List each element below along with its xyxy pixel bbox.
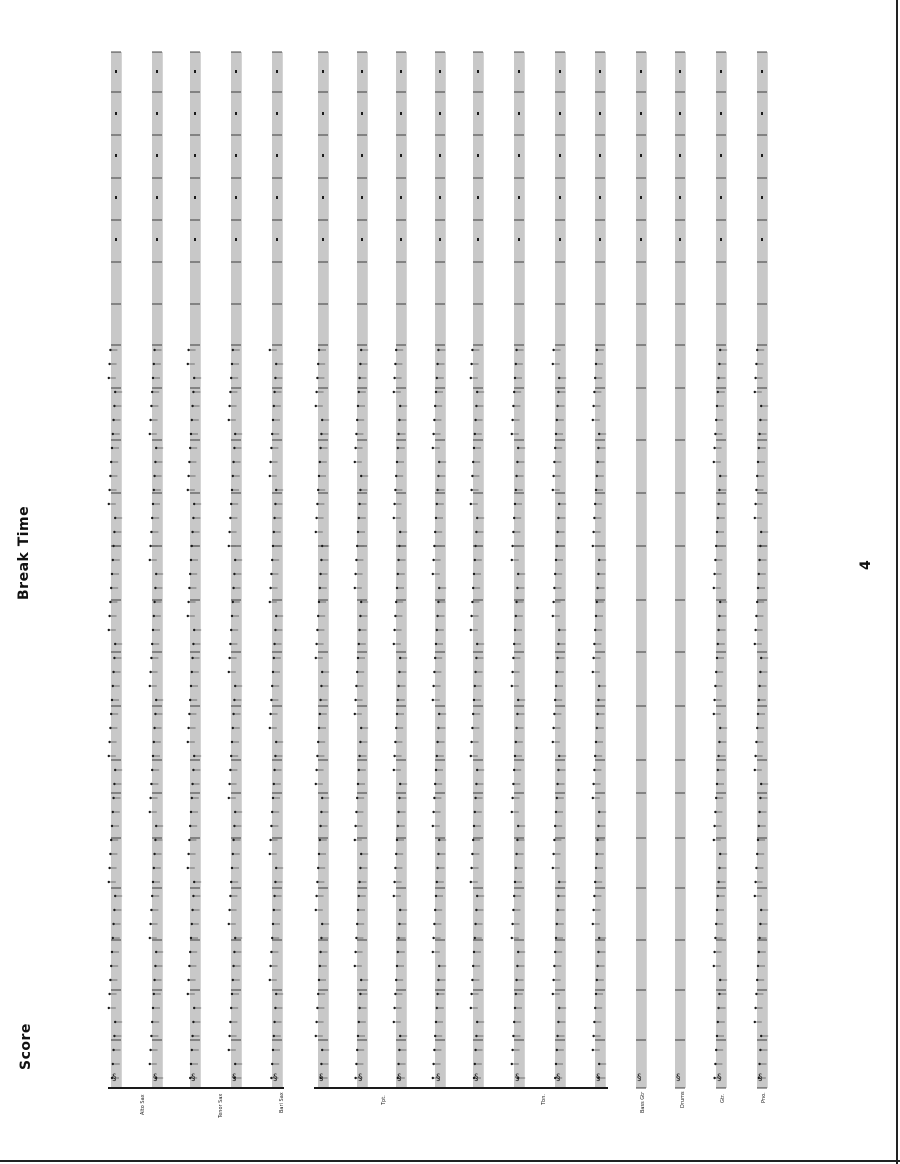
measure-rest — [361, 70, 363, 73]
measure-rest — [400, 196, 402, 199]
measure-rest — [559, 70, 561, 73]
measure-rest — [477, 154, 479, 157]
measure-rest — [599, 154, 601, 157]
measure-rest — [761, 238, 763, 241]
measure-rest — [559, 196, 561, 199]
instrument-label-alto-sax: Alto Sax — [140, 1094, 146, 1115]
measure-rest — [640, 112, 642, 115]
measure-rest — [156, 70, 158, 73]
measure-rest — [361, 196, 363, 199]
page-edge-right — [896, 0, 898, 1164]
measure-rest — [276, 238, 278, 241]
measure-rest — [235, 238, 237, 241]
measure-rest — [322, 112, 324, 115]
staff-band — [473, 52, 484, 1088]
measure-rest — [761, 70, 763, 73]
clef-glyph: § — [397, 1073, 402, 1083]
measure-rest — [156, 112, 158, 115]
staff-band — [555, 52, 566, 1088]
measure-rest — [679, 196, 681, 199]
measure-rest — [679, 238, 681, 241]
measure-rest — [599, 196, 601, 199]
measure-rest — [194, 70, 196, 73]
measure-rest — [559, 238, 561, 241]
measure-rest — [235, 196, 237, 199]
staff-band — [190, 52, 201, 1088]
measure-rest — [559, 112, 561, 115]
measure-rest — [518, 238, 520, 241]
measure-rest — [322, 70, 324, 73]
clef-glyph: § — [153, 1073, 158, 1083]
measure-rest — [115, 238, 117, 241]
clef-glyph: § — [676, 1073, 681, 1083]
measure-rest — [115, 154, 117, 157]
instrument-label-trumpet: Tpt. — [381, 1095, 387, 1105]
measure-rest — [322, 238, 324, 241]
page-number: 4 — [858, 560, 874, 570]
staff-band — [396, 52, 407, 1088]
measure-rest — [720, 112, 722, 115]
measure-rest — [235, 154, 237, 157]
measure-rest — [276, 154, 278, 157]
measure-rest — [477, 70, 479, 73]
measure-rest — [599, 112, 601, 115]
measure-rest — [720, 238, 722, 241]
staff-band — [111, 52, 122, 1088]
measure-rest — [156, 196, 158, 199]
measure-rest — [720, 154, 722, 157]
measure-rest — [518, 70, 520, 73]
measure-rest — [439, 154, 441, 157]
measure-rest — [761, 154, 763, 157]
measure-rest — [477, 196, 479, 199]
measure-rest — [276, 112, 278, 115]
clef-glyph: § — [596, 1073, 601, 1083]
measure-rest — [194, 112, 196, 115]
clef-glyph: § — [515, 1073, 520, 1083]
measure-rest — [194, 238, 196, 241]
clef-glyph: § — [436, 1073, 441, 1083]
staff-band — [716, 52, 727, 1088]
measure-rest — [194, 154, 196, 157]
staff-band — [152, 52, 163, 1088]
staff-band — [757, 52, 768, 1088]
measure-rest — [156, 154, 158, 157]
measure-rest — [720, 70, 722, 73]
staff-band — [675, 52, 686, 1088]
measure-rest — [518, 112, 520, 115]
instrument-label-drums: Drums — [680, 1091, 686, 1108]
measure-rest — [518, 196, 520, 199]
measure-rest — [322, 196, 324, 199]
clef-glyph: § — [717, 1073, 722, 1083]
measure-rest — [761, 112, 763, 115]
measure-rest — [640, 70, 642, 73]
measure-rest — [761, 196, 763, 199]
measure-rest — [115, 112, 117, 115]
measure-rest — [518, 154, 520, 157]
measure-rest — [477, 112, 479, 115]
staff-band — [514, 52, 525, 1088]
measure-rest — [679, 70, 681, 73]
page-edge-bottom — [0, 1160, 900, 1162]
instrument-label-piano: Pno. — [761, 1092, 767, 1103]
clef-glyph: § — [474, 1073, 479, 1083]
measure-rest — [194, 196, 196, 199]
measure-rest — [439, 70, 441, 73]
measure-rest — [640, 154, 642, 157]
clef-glyph: § — [637, 1073, 642, 1083]
instrument-label-bari-sax: Bari Sax — [279, 1092, 285, 1113]
measure-rest — [276, 70, 278, 73]
measure-rest — [322, 154, 324, 157]
score-label: Score — [18, 1023, 34, 1070]
measure-rest — [361, 238, 363, 241]
measure-rest — [439, 112, 441, 115]
clef-glyph: § — [112, 1073, 117, 1083]
measure-rest — [599, 70, 601, 73]
clef-glyph: § — [758, 1073, 763, 1083]
measure-rest — [640, 238, 642, 241]
measure-rest — [361, 112, 363, 115]
clef-glyph: § — [273, 1073, 278, 1083]
measure-rest — [559, 154, 561, 157]
measure-rest — [400, 70, 402, 73]
clef-glyph: § — [358, 1073, 363, 1083]
clef-glyph: § — [556, 1073, 561, 1083]
instrument-label-bass-guitar: Bass Gtr — [640, 1091, 646, 1113]
clef-glyph: § — [319, 1073, 324, 1083]
measure-rest — [720, 196, 722, 199]
measure-rest — [361, 154, 363, 157]
measure-rest — [276, 196, 278, 199]
staff-band — [318, 52, 329, 1088]
measure-rest — [400, 112, 402, 115]
measure-rest — [235, 70, 237, 73]
measure-rest — [439, 196, 441, 199]
measure-rest — [477, 238, 479, 241]
measure-rest — [439, 238, 441, 241]
clef-glyph: § — [191, 1073, 196, 1083]
measure-rest — [400, 154, 402, 157]
piece-title: Break Time — [16, 505, 32, 600]
instrument-label-tenor-sax: Tenor Sax — [218, 1093, 224, 1118]
measure-rest — [679, 154, 681, 157]
measure-rest — [235, 112, 237, 115]
staff-band — [272, 52, 283, 1088]
staff-band — [636, 52, 647, 1088]
measure-rest — [679, 112, 681, 115]
clef-glyph: § — [232, 1073, 237, 1083]
measure-rest — [115, 70, 117, 73]
staff-band — [357, 52, 368, 1088]
measure-rest — [599, 238, 601, 241]
measure-rest — [156, 238, 158, 241]
staff-band — [595, 52, 606, 1088]
measure-rest — [400, 238, 402, 241]
measure-rest — [640, 196, 642, 199]
instrument-label-trombone: Tbn. — [541, 1094, 547, 1105]
measure-rest — [115, 196, 117, 199]
staff-band — [231, 52, 242, 1088]
instrument-label-guitar: Gtr. — [720, 1093, 726, 1103]
staff-band — [435, 52, 446, 1088]
